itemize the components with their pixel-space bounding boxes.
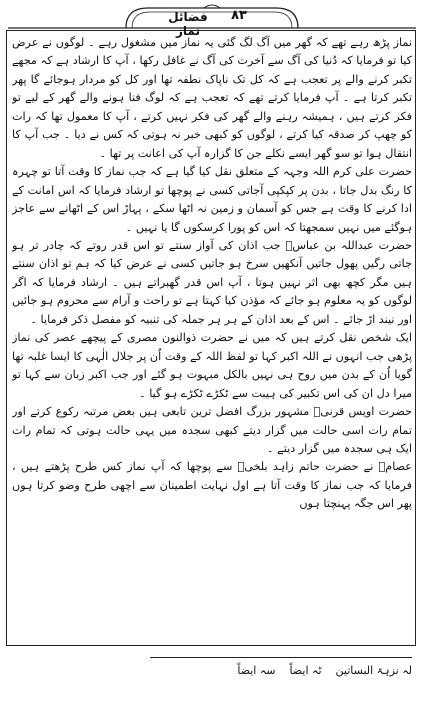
paragraph-5: حضرت اویس قرنیؒ مشہور بزرگ افضل ترین تابعی ہیں بعض مرتبہ رکوع کرتے اور تمام رات اسی حالت میں گزار دیتے کبھی سجدہ میں یہی حالت ہوتی کہ تمام رات ایک ہی سجدہ میں گزار دیتے ۔ [12, 405, 412, 455]
page-header [8, 2, 416, 38]
page-number: ۸۳ [231, 8, 247, 23]
paragraph-1: نماز پڑھ رہے تھے کہ گھر میں آگ لگ گئی یہ نماز میں مشغول رہے ۔ لوگوں نے عرض کیا تو فرمایا کہ دُنیا کی آگ سے آخرت کی آگ نے غافل رکھا ، آپ کا ارشاد ہے کہ مجھے تکبر کرنے والے پر تعجب ہے کہ کل تک ناپاک نطفہ تھا اور کل کو مردار ہوجائے گا پھر تکبر کرتا ہے ۔ آپ فرمایا کرتے تھے کہ تعجب ہے کہ لوگ فنا ہونے والے گھر کے لیے تو فکر کرتے ہیں ، ہمیشہ رہنے والے گھر کی فکر نہیں کرتے ، آپ کا معمول تھا کہ رات کو چھپ کر صدقہ کیا کرتے ، لوگوں کو کبھی خبر نہ ہوتی کہ کس نے دیا ۔ جب آپ کا انتقال ہوا تو سو گھر ایسے نکلے جن کا گزارہ آپ کی اعانت پر تھا ۔ [12, 36, 412, 160]
paragraph-3: حضرت عبداللہ بن عباسؓ جب اذان کی آواز سنتے تو اس قدر روتے کہ چادر تر ہو جاتی رگیں پھول جاتیں آنکھیں سرخ ہو جاتیں کسی نے عرض کیا کہ ہم تو اذان سنتے ہیں مگر کچھ بھی اثر نہیں ہوتا ، آپ اس قدر گھبراتے ہیں ۔ ارشاد فرمایا کہ اگر لوگوں کو یہ معلوم ہو جائے کہ مؤذن کیا کہتا ہے تو راحت و آرام سے محروم ہو جائیں اور نیند اڑ جائے ۔ اس کے بعد اذان کے ہر ہر جملہ کی تنبیہ کو مفصل ذکر فرمایا ۔ [12, 238, 412, 326]
paragraph-2: حضرت علی کرم اللہ وجہہ کے متعلق نقل کیا گیا ہے کہ جب نماز کا وقت آتا تو چہرہ کا رنگ بدل جاتا ، بدن پر کپکپی آجاتی کسی نے پوچھا تو ارشاد فرمایا کہ اس امانت کے ادا کرنے کا وقت ہے جس کو آسمان و زمین نہ اٹھا سکے ، پہاڑ اس کے اٹھانے سے عاجز ہوگئے میں نہیں سمجھتا کہ اس کو پورا کرسکوں گا یا نہیں ۔ [12, 165, 412, 234]
paragraph-4: ایک شخص نقل کرتے ہیں کہ میں نے حضرت ذوالنون مصری کے پیچھے عصر کی نماز پڑھی جب انہوں نے اللہ اکبر کہا تو لفظ اللہ کے وقت اُن پر جلال الٰہی کا ایسا غلبہ تھا گویا اُن کے بدن میں روح ہی نہیں بالکل مبہوت ہو گئے اور جب اکبر زبان سے کہا تو میرا دل ان کی اس تکبیر کی ہیبت سے ٹکڑے ٹکڑے ہو گیا ۔ [12, 331, 412, 400]
book-title: فضائل نماز [168, 10, 208, 38]
body-text [12, 34, 412, 642]
footnote-3: سہ ایضاً [237, 664, 276, 677]
footnote-2: ٹہ ایضاً [289, 664, 322, 677]
footnotes [12, 662, 412, 692]
footnote-1: لہ نزہۃ البساتین [335, 664, 412, 677]
paragraph-6: عصامؒ نے حضرت حاتم زاہد بلخیؒ سے پوچھا کہ آپ نماز کس طرح پڑھتے ہیں ، فرمایا کہ جب نماز کا وقت آتا ہے اول نہایت اطمینان سے اچھی طرح وضو کرتا ہوں پھر اس جگہ پہنچتا ہوں [12, 460, 412, 511]
footnote-divider [150, 657, 412, 658]
